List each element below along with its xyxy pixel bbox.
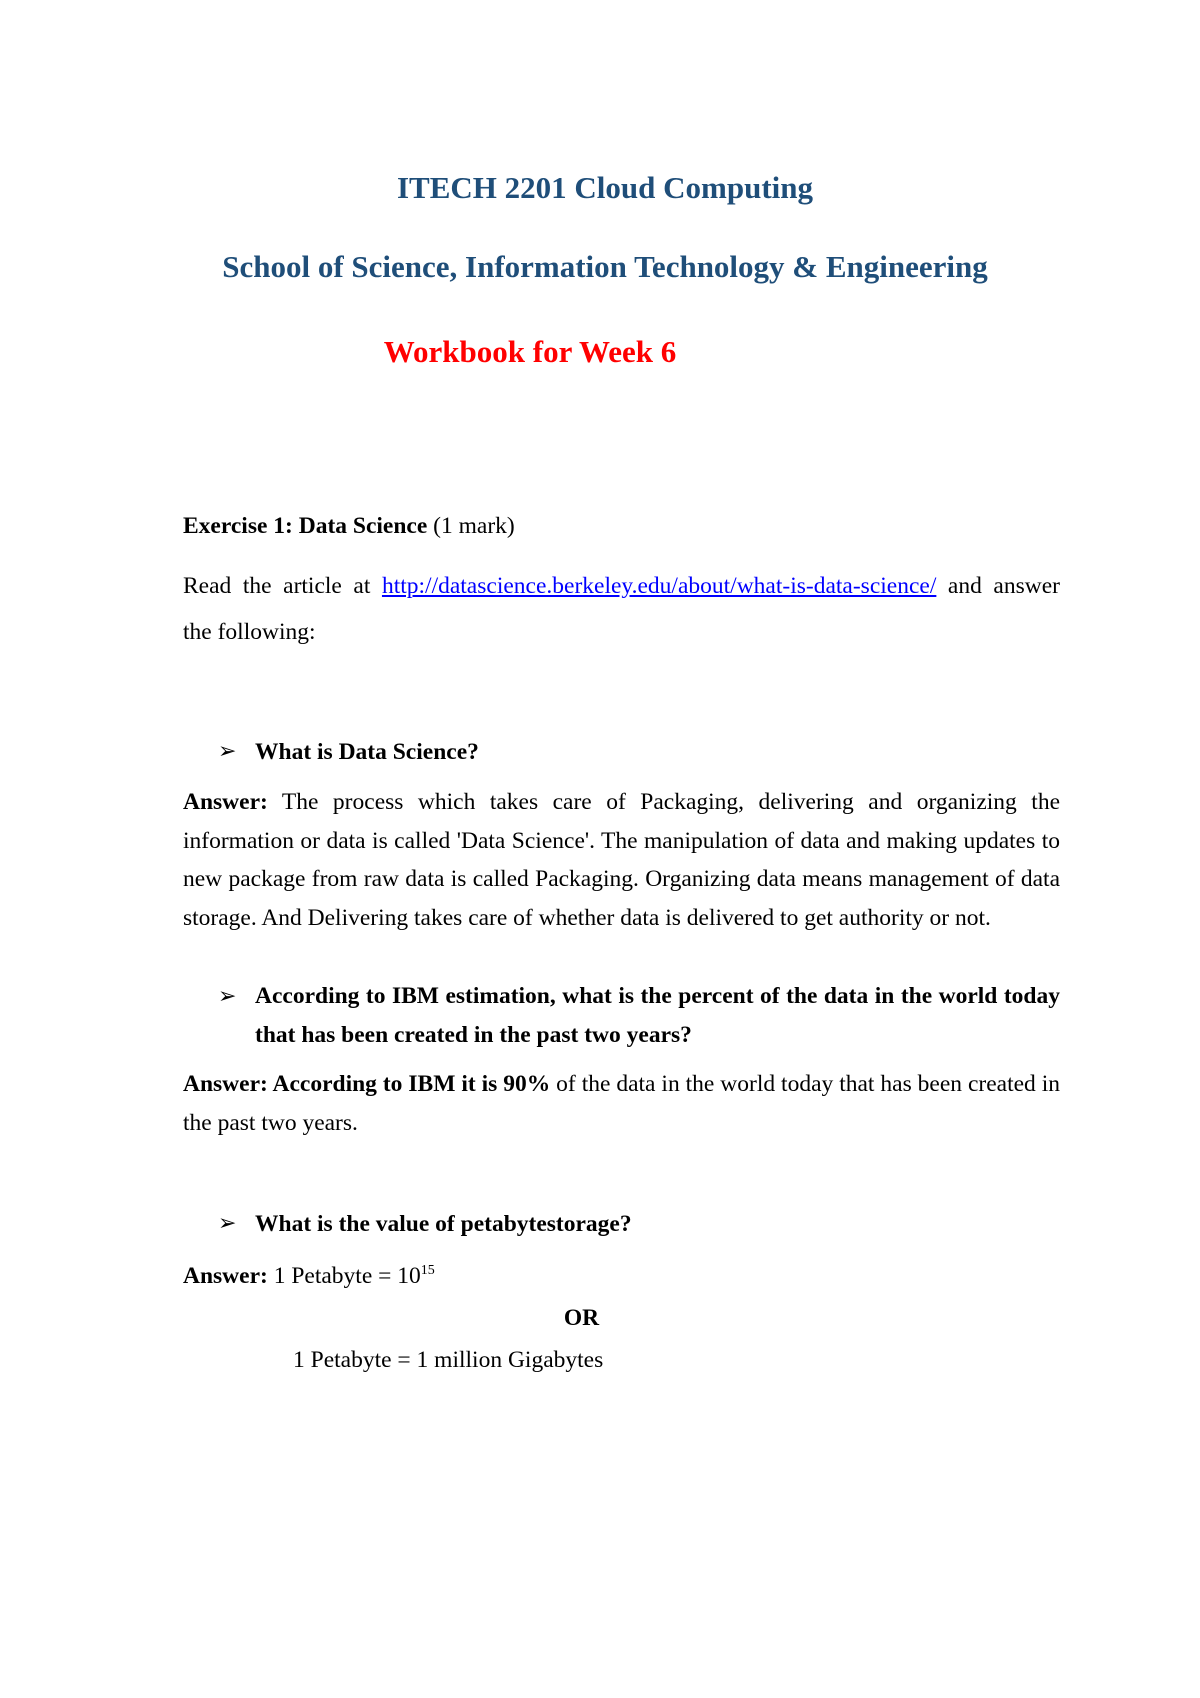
arrowhead-bullet-icon: ➢ <box>218 739 237 764</box>
exercise-title: Exercise 1: Data Science <box>183 513 428 539</box>
answer-1-label: Answer: <box>183 789 268 815</box>
question-1-text: What is Data Science? <box>255 739 479 765</box>
question-3 <box>183 1203 1060 1245</box>
answer-3-label: Answer: <box>183 1263 268 1289</box>
workbook-title: Workbook for Week 6 <box>383 334 677 369</box>
arrowhead-bullet-icon: ➢ <box>218 984 237 1009</box>
answer-2-label: Answer: <box>183 1071 268 1097</box>
intro-text-before: Read the article at <box>183 573 382 599</box>
answer-3-exponent: 15 <box>420 1263 435 1279</box>
exercise-content <box>183 505 1060 1381</box>
answer-3-line2: 1 Petabyte = 1 million Gigabytes <box>293 1347 604 1373</box>
or-separator: OR <box>563 1305 600 1331</box>
exercise-heading <box>183 505 1060 547</box>
intro-text-after: and answer the following: <box>183 573 1060 645</box>
exercise-intro <box>183 563 1060 655</box>
exercise-mark: (1 mark) <box>427 513 515 539</box>
answer-2-bold: According to IBM it is 90% <box>267 1071 551 1097</box>
course-title: ITECH 2201 Cloud Computing <box>396 170 814 205</box>
question-2 <box>183 977 1060 1055</box>
answer-3 <box>183 1255 1060 1297</box>
school-title: School of Science, Information Technology & Engineering <box>222 249 988 284</box>
answer-1-text: The process which takes care of Packaging, delivering and organizing the information or data is called 'Data Science'. The manipulation of data and making updates to new package from raw data is called Packaging. Organizing data means management of data storage. And Delivering takes care of whether data is delivered to get authority or not. <box>183 789 1060 931</box>
question-2-text: According to IBM estimation, what is the percent of the data in the world today that has been created in the past two years? <box>255 983 1060 1048</box>
question-1 <box>183 731 1060 773</box>
answer-2-text: of the data in the world today that has been created in the past two years. <box>183 1071 1060 1136</box>
question-3-text: What is the value of petabytestorage? <box>255 1211 632 1237</box>
answer-1 <box>183 783 1060 937</box>
answer-2 <box>183 1065 1060 1143</box>
answer-3-line1: 1 Petabyte = 10 <box>267 1263 421 1289</box>
article-link[interactable]: http://datascience.berkeley.edu/about/what-is-data-science/ <box>381 573 937 599</box>
arrowhead-bullet-icon: ➢ <box>218 1211 237 1236</box>
